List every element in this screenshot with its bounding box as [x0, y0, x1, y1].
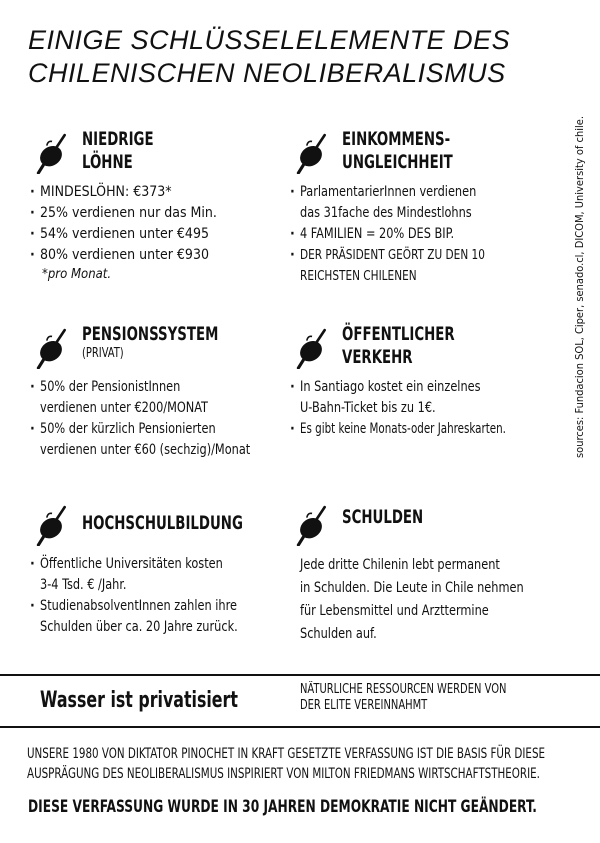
pot-with-spoon-icon	[30, 504, 72, 546]
heading-line: VERKEHR	[342, 346, 413, 368]
divider	[0, 674, 600, 676]
fact-item	[28, 554, 293, 596]
fact-text: DER PRÄSIDENT GEÖRT ZU DEN 10 REICHSTEN CHILENEN	[300, 248, 485, 284]
fact-list	[28, 554, 293, 638]
fact-item: · 54% verdienen unter €495	[28, 224, 288, 245]
section-heading	[342, 323, 510, 369]
fact-item	[288, 377, 558, 419]
section-debt	[288, 500, 558, 646]
pot-with-spoon-icon	[30, 132, 72, 174]
resources-line: DER ELITE VEREINNAHMT	[300, 698, 428, 713]
section-heading	[82, 128, 243, 174]
section-income-inequality	[288, 128, 558, 287]
heading-line: SCHULDEN	[342, 506, 424, 528]
heading-line: UNGLEICHHEIT	[342, 151, 453, 173]
section-heading	[342, 500, 510, 529]
heading-line: LÖHNE	[82, 151, 133, 173]
section-public-transport	[288, 323, 558, 440]
section-low-wages	[28, 128, 288, 283]
page-title	[28, 24, 548, 90]
fact-text: Jede dritte Chilenin lebt permanent in Schulden. Die Leute in Chile nehmen für Lebensmittel und Arzttermine Schulden auf.	[300, 557, 524, 642]
heading-line: EINKOMMENS-	[342, 128, 451, 150]
footnote: *pro Monat.	[42, 267, 112, 282]
resources-statement	[300, 682, 506, 714]
title-line: EINIGE SCHLÜSSELELEMENTE DES	[28, 25, 511, 55]
fact-list	[288, 377, 558, 440]
sources-note: sources: Fundacion SOL, Ciper, senado.cl, DICOM, University of chile.	[573, 116, 586, 458]
heading-line: PENSIONSSYSTEM	[82, 323, 219, 345]
constitution-emphasis: DIESE VERFASSUNG WURDE IN 30 JAHREN DEMOKRATIE NICHT GEÄNDERT.	[28, 797, 537, 817]
fact-text: Öffentliche Universitäten kosten 3-4 Tsd. € /Jahr.	[40, 556, 223, 593]
section-header	[28, 323, 293, 371]
section-header	[28, 128, 288, 176]
section-header	[288, 323, 558, 371]
fact-list	[288, 182, 558, 287]
fact-text: In Santiago kostet ein einzelnes U-Bahn-Ticket bis zu 1€.	[300, 379, 481, 416]
fact-text: ParlamentarierInnen verdienen das 31fache des Mindestlohns	[300, 184, 477, 221]
fact-item	[28, 419, 293, 461]
fact-item	[288, 554, 558, 646]
fact-item: · 25% verdienen nur das Min.	[28, 203, 288, 224]
fact-item	[288, 419, 558, 440]
fact-list	[288, 554, 558, 646]
fact-text: 4 FAMILIEN = 20% DES BIP.	[300, 226, 455, 242]
pot-with-spoon-icon	[30, 327, 72, 369]
fact-item: · MINDESLÖHN: €373*	[28, 182, 288, 203]
pot-with-spoon-icon	[290, 132, 332, 174]
heading-line: HOCHSCHULBILDUNG	[82, 512, 243, 534]
section-higher-education	[28, 500, 293, 638]
fact-list	[28, 377, 293, 461]
fact-text: 50% der PensionistInnen verdienen unter €200/MONAT	[40, 379, 208, 416]
fact-list	[28, 182, 288, 266]
fact-text: Es gibt keine Monats-oder Jahreskarten.	[300, 421, 506, 437]
pot-with-spoon-icon	[290, 327, 332, 369]
fact-item	[28, 377, 293, 419]
section-heading	[342, 128, 510, 174]
constitution-text: UNSERE 1980 VON DIKTATOR PINOCHET IN KRAFT GESETZTE VERFASSUNG IST DIE BASIS FÜR DIESE AUSPRÄGUNG DES NEOLIBERALISMUS INSPIRIERT VON MILTON FRIEDMANS WIRTSCHAFTSTHEORIE.	[27, 746, 546, 782]
fact-item	[288, 224, 558, 245]
section-heading	[82, 323, 247, 346]
fact-text: StudienabsolventInnen zahlen ihre Schulden über ca. 20 Jahre zurück.	[40, 598, 238, 635]
section-pension-system	[28, 323, 293, 461]
fact-item	[288, 245, 558, 287]
fact-item	[28, 596, 293, 638]
divider	[0, 726, 600, 728]
pot-with-spoon-icon	[290, 504, 332, 546]
fact-item	[288, 182, 558, 224]
heading-line: NIEDRIGE	[82, 128, 154, 150]
fact-item: · 80% verdienen unter €930	[28, 245, 288, 266]
section-subheading: (PRIVAT)	[82, 346, 124, 361]
fact-text: 50% der kürzlich Pensionierten verdienen unter €60 (sechzig)/Monat	[40, 421, 251, 458]
heading-line: ÖFFENTLICHER	[342, 323, 455, 345]
title-line: CHILENISCHEN NEOLIBERALISMUS	[28, 58, 506, 88]
water-statement: Wasser ist privatisiert	[40, 688, 238, 713]
section-header	[288, 500, 558, 548]
section-header	[28, 500, 293, 548]
section-header	[288, 128, 558, 176]
resources-line: NÄTURLICHE RESSOURCEN WERDEN VON	[300, 682, 507, 697]
section-heading	[82, 500, 247, 535]
